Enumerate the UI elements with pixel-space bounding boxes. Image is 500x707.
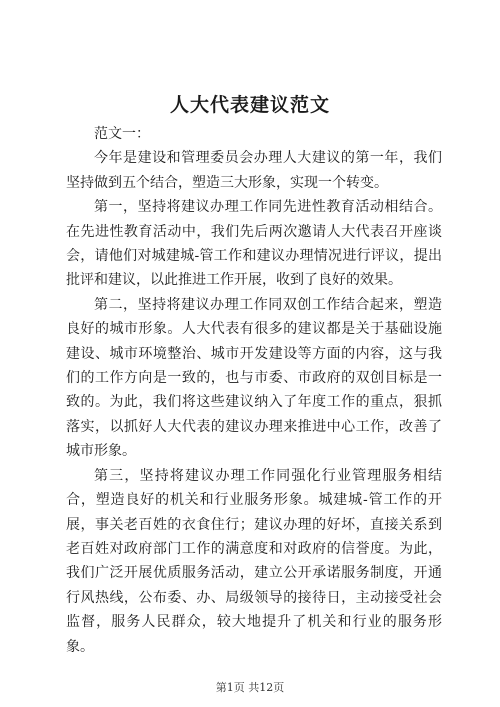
page-footer: 第1页 共12页	[215, 681, 285, 694]
paragraph-first: 第一，坚持将建议办理工作同先进性教育活动相结合。在先进性教育活动中，我们先后两次邀请人大代表召开座谈会，请他们对城建城-管工作和建议办理情况进行评议，提出批评和建议，以此推进工作开展，收到了良好的效果。	[66, 199, 442, 289]
paragraph-second: 第二，坚持将建议办理工作同双创工作结合起来，塑造良好的城市形象。人大代表有很多的建议都是关于基础设施建设、城市环境整治、城市开发建设等方面的内容，这与我们的工作方向是一致的，也与市委、市政府的双创目标是一致的。为此，我们将这些建议纳入了年度工作的重点，狠抓落实，以抓好人大代表的建议办理来推进中心工作，改善了城市形象。	[66, 296, 442, 460]
document-body	[66, 122, 442, 659]
document-title: 人大代表建议范文	[169, 94, 330, 116]
paragraph-heading: 范文一：	[94, 126, 150, 142]
paragraph-third: 第三，坚持将建议办理工作同强化行业管理服务相结合，塑造良好的机关和行业服务形象。城建城-管工作的开展，事关老百姓的衣食住行；建议办理的好坏，直接关系到老百姓对政府部门工作的满意度和对政府的信誉度。为此，我们广泛开展优质服务活动，建立公开承诺服务制度，开通行风热线，公布委、办、局级领导的接待日，主动接受社会监督，服务人民群众，较大地提升了机关和行业的服务形象。	[66, 467, 442, 655]
paragraph-intro: 今年是建设和管理委员会办理人大建议的第一年，我们坚持做到五个结合，塑造三大形象，实现一个转变。	[66, 150, 442, 191]
